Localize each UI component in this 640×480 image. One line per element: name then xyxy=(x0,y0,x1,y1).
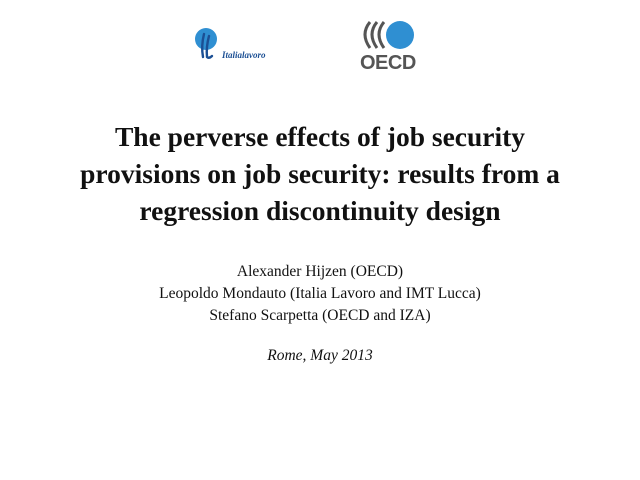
place-date: Rome, May 2013 xyxy=(267,347,373,364)
oecd-wordmark: OECD xyxy=(360,52,416,74)
author-name: Stefano Scarpetta (OECD and IZA) xyxy=(209,307,431,324)
slide-title xyxy=(40,118,600,229)
title-line: provisions on job security: results from a xyxy=(80,158,560,189)
author-name: Leopoldo Mondauto (Italia Lavoro and IMT Lucca) xyxy=(159,285,481,302)
author-list xyxy=(40,261,600,327)
title-line: The perverse effects of job security xyxy=(114,121,526,152)
italialavoro-wordmark: Italialavoro xyxy=(222,50,266,60)
oecd-logo-icon xyxy=(358,18,422,54)
author-name: Alexander Hijzen (OECD) xyxy=(236,263,404,280)
italialavoro-logo xyxy=(192,20,292,66)
oecd-logo xyxy=(358,18,422,76)
title-line: regression discontinuity design xyxy=(139,195,501,226)
